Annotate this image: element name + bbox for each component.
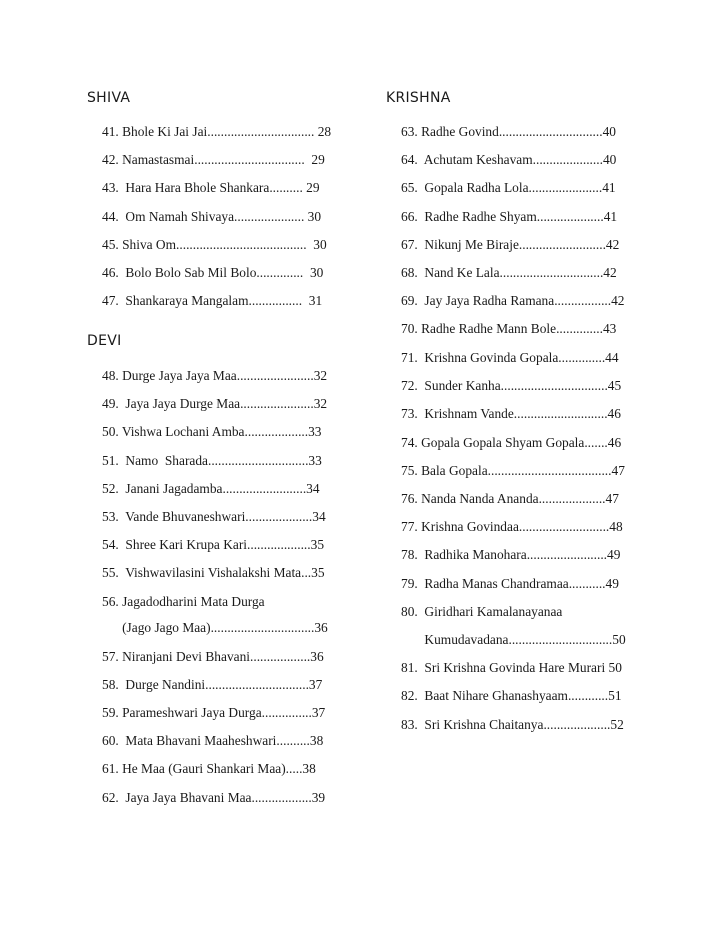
toc-entry: 75. Bala Gopala.....................................47 bbox=[401, 462, 625, 478]
toc-entry: 71. Krishna Govinda Gopala..............44 bbox=[401, 349, 619, 365]
toc-entry: 56. Jagadodharini Mata Durga bbox=[102, 593, 265, 609]
toc-entry: 43. Hara Hara Bhole Shankara.......... 29 bbox=[102, 180, 320, 196]
toc-entry: 41. Bhole Ki Jai Jai................................ 28 bbox=[102, 124, 332, 139]
toc-entry: 77. Krishna Govindaa...........................48 bbox=[401, 519, 623, 535]
toc-entry: 51. Namo Sharada..............................33 bbox=[102, 452, 322, 468]
section-heading-shiva: SHIVA bbox=[87, 90, 131, 106]
section-heading-krishna: KRISHNA bbox=[386, 90, 451, 106]
toc-entry: 44. Om Namah Shivaya..................... 30 bbox=[102, 208, 322, 224]
toc-entry: 67. Nikunj Me Biraje..........................42 bbox=[401, 236, 620, 252]
toc-entry: 68. Nand Ke Lala...............................42 bbox=[401, 265, 617, 280]
toc-entry: 82. Baat Nihare Ghanashyaam............51 bbox=[401, 688, 622, 704]
toc-entry: 61. He Maa (Gauri Shankari Maa).....38 bbox=[102, 761, 316, 777]
toc-entry: 65. Gopala Radha Lola......................41 bbox=[401, 180, 616, 196]
toc-entry: 55. Vishwavilasini Vishalakshi Mata...35 bbox=[102, 565, 325, 581]
toc-entry: (Jago Jago Maa)...............................36 bbox=[102, 620, 328, 636]
toc-entry: 46. Bolo Bolo Sab Mil Bolo.............. 30 bbox=[102, 265, 324, 280]
toc-entry: 49. Jaya Jaya Durge Maa......................32 bbox=[102, 396, 328, 412]
toc-entry: 62. Jaya Jaya Bhavani Maa..................39 bbox=[102, 789, 326, 805]
toc-entry: 81. Sri Krishna Govinda Hare Murari 50 bbox=[401, 660, 622, 676]
toc-entry: 72. Sunder Kanha................................45 bbox=[401, 378, 622, 394]
toc-entry: 66. Radhe Radhe Shyam....................41 bbox=[401, 208, 618, 224]
toc-entry: 73. Krishnam Vande............................46 bbox=[401, 406, 621, 422]
toc-entry: 54. Shree Kari Krupa Kari...................35 bbox=[102, 537, 325, 553]
toc-entry: 52. Janani Jagadamba.........................34 bbox=[102, 480, 320, 496]
toc-entry: 42. Namastasmai................................. 29 bbox=[102, 152, 325, 168]
toc-entry: 64. Achutam Keshavam.....................40 bbox=[401, 152, 617, 168]
toc-entry: 63. Radhe Govind...............................40 bbox=[401, 124, 616, 139]
toc-entry: 57. Niranjani Devi Bhavani..................36 bbox=[102, 648, 324, 664]
toc-entry: 70. Radhe Radhe Mann Bole..............43 bbox=[401, 321, 617, 337]
toc-entry: 58. Durge Nandini...............................37 bbox=[102, 676, 323, 692]
section-heading-devi: DEVI bbox=[87, 333, 122, 349]
toc-entry: 78. Radhika Manohara........................49 bbox=[401, 547, 621, 563]
toc-entry: 80. Giridhari Kamalanayanaa bbox=[401, 603, 563, 619]
toc-entry: Kumudavadana...............................50 bbox=[401, 632, 626, 647]
toc-entry: 69. Jay Jaya Radha Ramana.................42 bbox=[401, 293, 625, 309]
toc-entry: 47. Shankaraya Mangalam................ 31 bbox=[102, 293, 323, 309]
toc-entry: 83. Sri Krishna Chaitanya....................52 bbox=[401, 716, 624, 732]
toc-entry: 59. Parameshwari Jaya Durga...............37 bbox=[102, 705, 326, 720]
toc-entry: 79. Radha Manas Chandramaa...........49 bbox=[401, 575, 619, 591]
toc-entry: 50. Vishwa Lochani Amba...................33 bbox=[102, 424, 322, 440]
toc-entry: 48. Durge Jaya Jaya Maa.......................32 bbox=[102, 368, 328, 383]
toc-entry: 60. Mata Bhavani Maaheshwari..........38 bbox=[102, 733, 324, 749]
toc-entry: 76. Nanda Nanda Ananda....................47 bbox=[401, 491, 619, 506]
toc-entry: 45. Shiva Om....................................... 30 bbox=[102, 236, 327, 252]
toc-entry: 74. Gopala Gopala Shyam Gopala.......46 bbox=[401, 434, 622, 450]
toc-entry: 53. Vande Bhuvaneshwari....................34 bbox=[102, 509, 326, 524]
